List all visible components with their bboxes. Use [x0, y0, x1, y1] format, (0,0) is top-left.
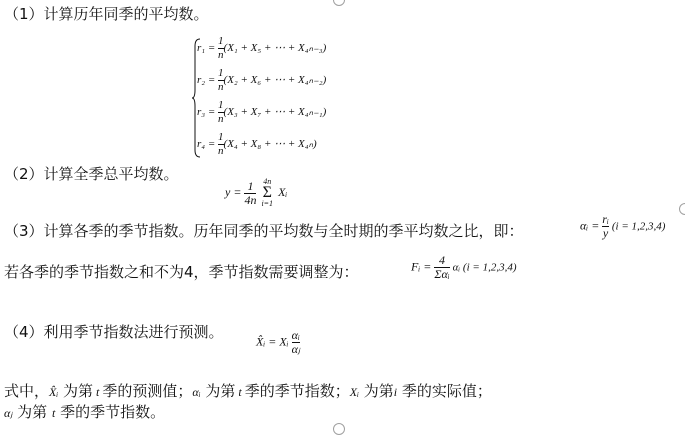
adjust-rhs: αᵢ (i = 1,2,3,4) — [452, 261, 517, 274]
adjust-denominator: Σαᵢ — [434, 267, 450, 281]
note-text: 为第 — [200, 382, 236, 400]
formula-r2 — [197, 68, 326, 93]
formula-r1 — [197, 36, 326, 61]
edge-marker-bottom — [333, 423, 345, 435]
formula-r-lhs: r₁ = — [197, 42, 219, 55]
formula-seasonal-index — [580, 214, 665, 239]
formula-r-denominator: n — [218, 49, 224, 61]
note-text: 式中， — [4, 382, 50, 400]
sum-lower: i=1 — [261, 199, 274, 208]
formula-r3 — [197, 100, 326, 125]
formula-forecast — [256, 330, 300, 355]
forecast-fraction — [292, 330, 300, 355]
note-text: 季的季节指数； — [244, 382, 350, 400]
formula-r-sum: (X₁ + X₅ + ⋯ + X₄ₙ₋₃) — [223, 42, 327, 55]
index-numerator: rᵢ — [602, 212, 609, 226]
forecast-numerator: αᵢ — [291, 328, 300, 342]
formula-r4 — [197, 132, 317, 157]
note-text: 为第 — [12, 403, 52, 421]
note-text: 季的实际值； — [397, 382, 492, 400]
step2-heading: （2）计算全季总平均数。 — [4, 165, 179, 183]
formula-r-numerator: 1 — [218, 35, 224, 47]
sum-upper: 4n — [263, 177, 272, 186]
mean-lhs: y = — [225, 184, 245, 199]
adjust-fraction — [434, 255, 449, 280]
note-text: 为第 — [58, 382, 94, 400]
formula-r-sum: (X₃ + X₇ + ⋯ + X₄ₙ₋₁) — [223, 106, 327, 119]
note-math-symbol: i — [393, 385, 398, 399]
mean-numerator: 1 — [247, 178, 254, 193]
note-math-symbol: X̂ᵢ — [49, 385, 59, 399]
note-text: 季的季节指数。 — [55, 403, 166, 421]
formula-r-denominator: n — [218, 113, 224, 125]
note-math-symbol: t — [51, 406, 56, 420]
mean-denominator: 4n — [244, 192, 257, 207]
formula-r-denominator: n — [218, 145, 224, 157]
note-math-symbol: Xᵢ — [349, 385, 359, 399]
formula-r-lhs: r₃ = — [197, 106, 219, 119]
sum-sigma: Σ — [262, 184, 272, 201]
formula-overall-mean — [225, 178, 287, 208]
forecast-lhs: X̂ᵢ = Xᵢ — [256, 334, 289, 349]
adjust-numerator: 4 — [438, 253, 445, 267]
index-fraction — [602, 214, 609, 239]
edge-marker-right — [679, 203, 685, 215]
formula-r-numerator: 1 — [218, 67, 224, 79]
mean-term: Xᵢ — [278, 184, 288, 199]
note-math-symbol: αⱼ — [4, 406, 13, 420]
mean-fraction — [244, 178, 257, 207]
notes-line-2 — [4, 402, 165, 421]
note-math-symbol: t — [235, 385, 245, 399]
formula-adjusted-index — [411, 255, 516, 280]
note-text: 为第 — [358, 382, 394, 400]
summation — [261, 178, 273, 208]
notes-line-1 — [4, 381, 492, 400]
formula-r-numerator: 1 — [218, 99, 224, 111]
index-lhs: αᵢ = — [580, 218, 603, 233]
formula-r-numerator: 1 — [218, 131, 224, 143]
note-text: 季的预测值； — [102, 382, 193, 400]
index-range: (i = 1,2,3,4) — [611, 220, 666, 233]
formula-r-lhs: r₄ = — [197, 138, 219, 151]
forecast-denominator: αⱼ — [291, 342, 300, 356]
note-math-symbol: αᵢ — [192, 385, 201, 399]
step1-heading: （1）计算历年同季的平均数。 — [4, 5, 209, 23]
index-denominator: y — [602, 226, 609, 240]
step4-heading: （4）利用季节指数法进行预测。 — [4, 323, 224, 341]
formula-r-sum: (X₂ + X₆ + ⋯ + X₄ₙ₋₂) — [223, 74, 327, 87]
note-math-symbol: t — [93, 385, 103, 399]
edge-marker-top — [333, 0, 345, 6]
formula-r-sum: (X₄ + X₈ + ⋯ + X₄ₙ) — [223, 138, 317, 151]
formula-r-denominator: n — [218, 81, 224, 93]
adjust-text: 若各季的季节指数之和不为4，季节指数需要调整为： — [4, 263, 359, 281]
adjust-lhs: Fᵢ = — [411, 259, 435, 274]
step3-heading: （3）计算各季的季节指数。历年同季的平均数与全时期的季平均数之比，即： — [4, 222, 524, 240]
formula-r-lhs: r₂ = — [197, 74, 219, 87]
